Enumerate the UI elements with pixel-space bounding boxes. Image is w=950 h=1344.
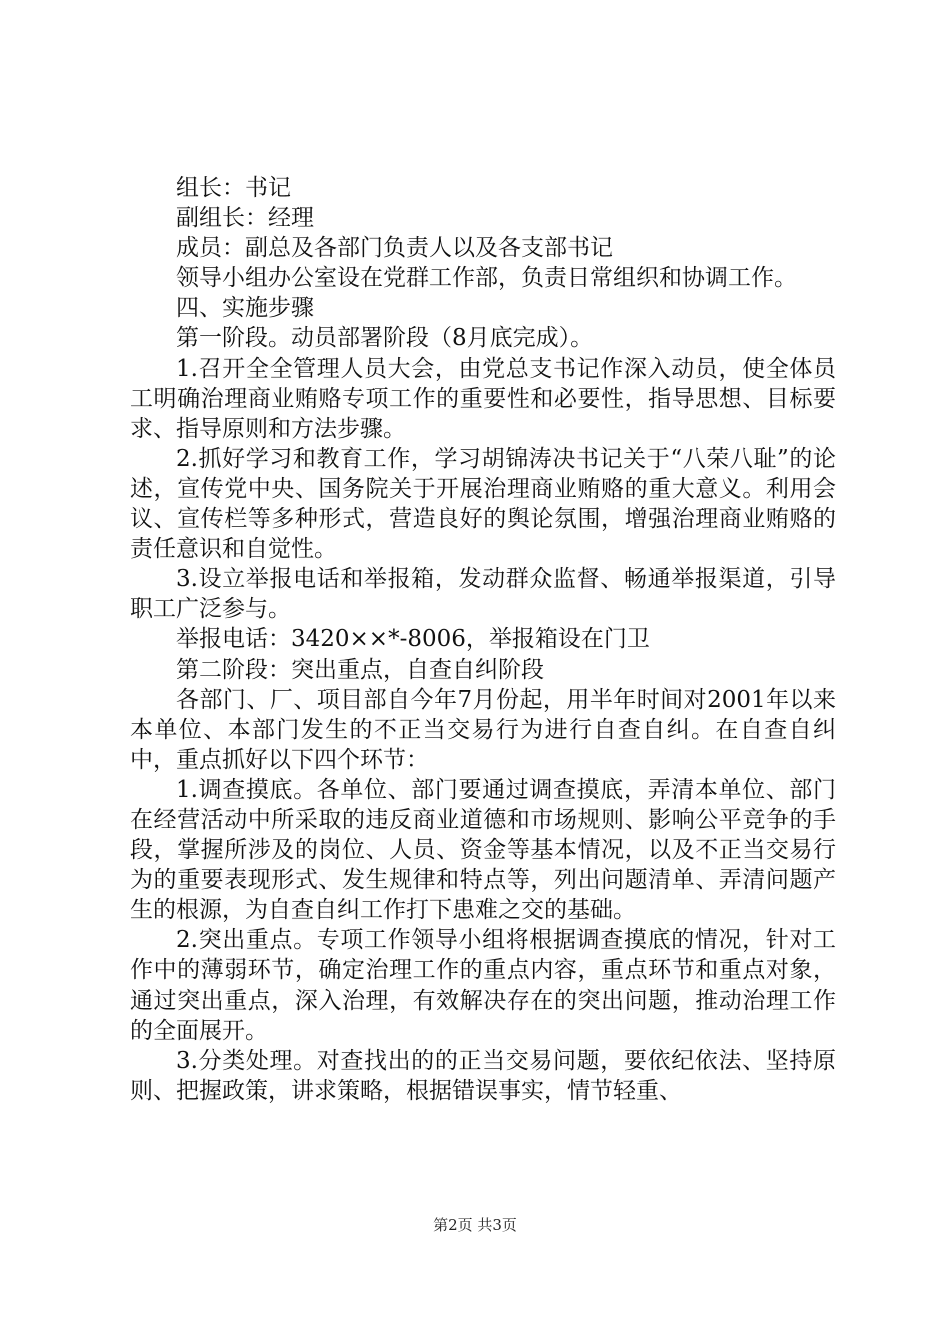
paragraph-members: 成员：副总及各部门负责人以及各支部书记 — [176, 235, 613, 262]
paragraph-office: 领导小组办公室设在党群工作部，负责日常组织和协调工作。 — [176, 265, 797, 292]
paragraph-deputy-leader: 副组长：经理 — [176, 205, 314, 232]
document-body — [130, 173, 836, 1106]
paragraph-item: 1.调查摸底。各单位、部门要通过调查摸底，弄清本单位、部门在经营活动中所采取的违反商业道德和市场规则、影响公平竞争的手段，掌握所涉及的岗位、人员、资金等基本情况，以及不正当交易行为的重要表现形式、发生规律和特点等，列出问题清单、弄清问题产生的根源，为自查自纠工作打下患难之交的基础。 — [130, 776, 836, 924]
paragraph-group-leader: 组长：书记 — [176, 175, 291, 201]
paragraph-item: 3.分类处理。对查找出的的正当交易问题，要依纪依法、坚持原则、把握政策，讲求策略，根据错误事实，情节轻重、 — [130, 1047, 836, 1104]
section-heading-steps: 四、实施步骤 — [176, 295, 314, 322]
stage-two-heading: 第二阶段：突出重点，自查自纠阶段 — [176, 656, 544, 683]
paragraph-item: 各部门、厂、项目部自今年7月份起，用半年时间对2001年以来本单位、本部门发生的不正当交易行为进行自查自纠。在自查自纠中，重点抓好以下四个环节： — [130, 686, 836, 773]
paragraph-item: 1.召开全全管理人员大会，由党总支书记作深入动员，使全体员工明确治理商业贿赂专项工作的重要性和必要性，指导思想、目标要求、指导原则和方法步骤。 — [130, 355, 836, 442]
paragraph-item: 2.突出重点。专项工作领导小组将根据调查摸底的情况，针对工作中的薄弱环节，确定治理工作的重点内容，重点环节和重点对象，通过突出重点，深入治理，有效解决存在的突出问题，推动治理工作的全面展开。 — [130, 927, 836, 1044]
paragraph-item: 2.抓好学习和教育工作，学习胡锦涛决书记关于“八荣八耻”的论述，宣传党中央、国务院关于开展治理商业贿赂的重大意义。利用会议、宣传栏等多种形式，营造良好的舆论氛围，增强治理商业贿赂的责任意识和自觉性。 — [130, 445, 836, 563]
paragraph-hotline: 举报电话：3420××*-8006，举报箱设在门卫 — [176, 626, 650, 653]
page-footer: 第2页 共3页 — [433, 1216, 517, 1234]
stage-one-heading: 第一阶段。动员部署阶段（8月底完成）。 — [176, 325, 594, 352]
paragraph-item: 3.设立举报电话和举报箱，发动群众监督、畅通举报渠道，引导职工广泛参与。 — [130, 566, 836, 623]
